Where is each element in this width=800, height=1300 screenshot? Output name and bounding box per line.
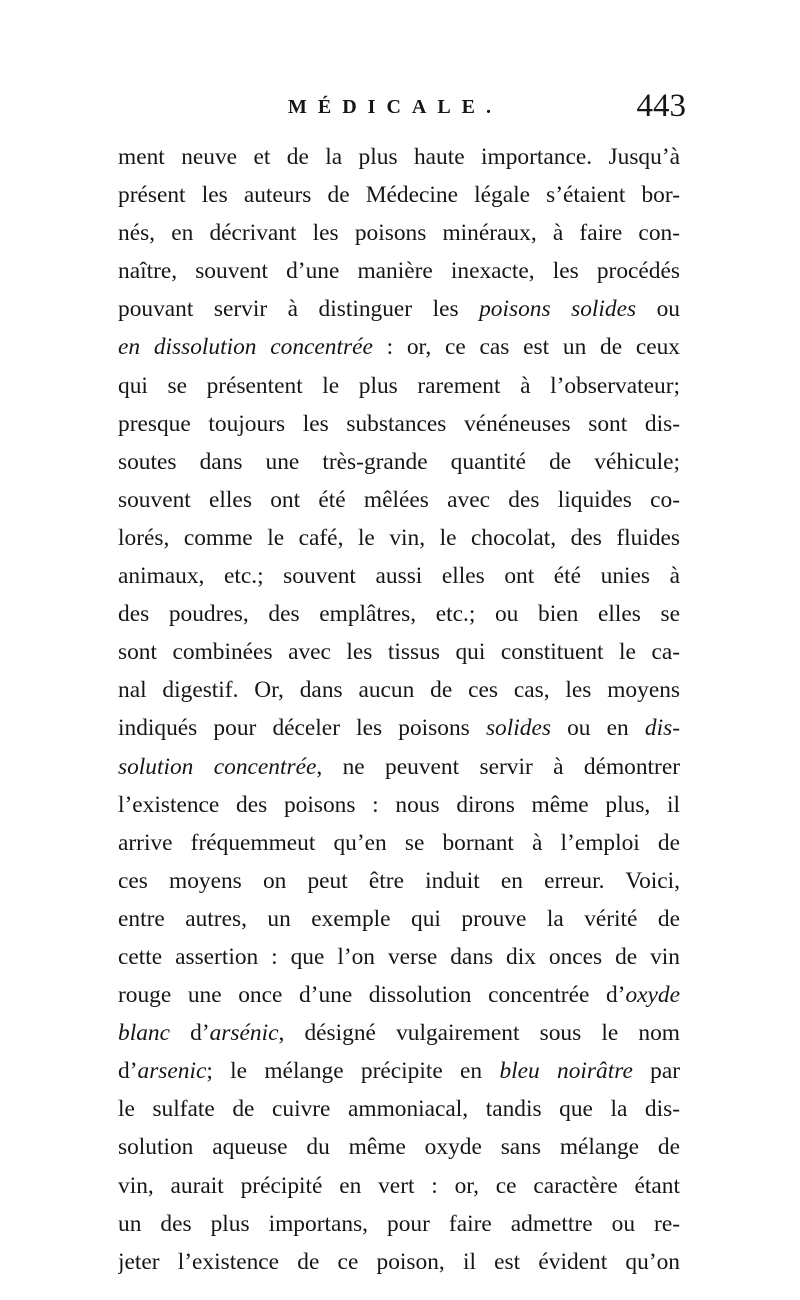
text-line: [118, 481, 680, 519]
text-line: [118, 138, 680, 176]
text-segment: cette assertion : que l’on verse dans dix onces de vin: [118, 943, 680, 970]
text-segment: animaux, etc.; souvent aussi elles ont été unies à: [118, 563, 680, 590]
text-segment: pouvant servir à distinguer les: [118, 296, 480, 323]
running-head: [118, 88, 688, 128]
text-segment: naître, souvent d’une manière inexacte, les procédés: [118, 258, 680, 285]
text-line: [118, 214, 680, 252]
text-segment: lorés, comme le café, le vin, le chocolat, des fluides: [118, 524, 680, 551]
italic-text: bleu noirâtre: [499, 1058, 633, 1085]
text-segment: ou: [636, 296, 680, 323]
text-segment: rouge une once d’une dissolution concentrée d’: [118, 982, 626, 1009]
text-segment: des poudres, des emplâtres, etc.; ou bien elles se: [118, 601, 680, 628]
text-segment: par: [632, 1058, 680, 1085]
text-line: [118, 748, 680, 786]
text-segment: nal digestif. Or, dans aucun de ces cas, les moyens: [118, 677, 680, 704]
text-segment: presque toujours les substances vénéneuses sont dis-: [118, 410, 680, 437]
body-text: [118, 138, 680, 1281]
text-line: [118, 367, 680, 405]
italic-text: arsénic: [209, 1020, 279, 1047]
text-segment: arrive fréquemmeut qu’en se bornant à l’emploi de: [118, 829, 680, 856]
text-segment: entre autres, un exemple qui prouve la vérité de: [118, 905, 680, 932]
text-segment: indiqués pour déceler les poisons: [118, 715, 486, 742]
italic-text: dis-: [644, 715, 680, 742]
text-line: [118, 252, 680, 290]
text-line: [118, 1205, 680, 1243]
text-line: [118, 1167, 680, 1205]
text-segment: solution aqueuse du même oxyde sans mélange de: [118, 1134, 680, 1161]
italic-text: blanc: [118, 1020, 170, 1047]
italic-text: solides: [485, 715, 551, 742]
italic-text: arsenic: [137, 1058, 207, 1085]
italic-text: solution concentrée: [118, 753, 317, 780]
text-line: [118, 824, 680, 862]
text-segment: un des plus importans, pour faire admettre ou re-: [118, 1210, 680, 1237]
text-segment: nés, en décrivant les poisons minéraux, à faire con-: [118, 220, 680, 247]
text-line: [118, 595, 680, 633]
text-line: [118, 1014, 680, 1052]
text-segment: , désigné vulgairement sous le nom: [278, 1020, 680, 1047]
text-segment: d’: [118, 1058, 138, 1085]
text-segment: l’existence des poisons : nous dirons même plus, il: [118, 791, 680, 818]
text-line: [118, 862, 680, 900]
running-title: MÉDICALE.: [288, 96, 503, 118]
text-segment: ou en: [550, 715, 645, 742]
text-line: [118, 1052, 680, 1090]
page-number: 443: [636, 88, 686, 124]
text-segment: soutes dans une très-grande quantité de véhicule;: [118, 448, 680, 475]
text-line: [118, 671, 680, 709]
text-segment: ; le mélange précipite en: [206, 1058, 500, 1085]
text-segment: : or, ce cas est un de ceux: [372, 334, 680, 361]
text-segment: , ne peuvent servir à démontrer: [316, 753, 680, 780]
text-segment: sont combinées avec les tissus qui constituent le ca-: [118, 639, 680, 666]
text-segment: jeter l’existence de ce poison, il est évident qu’on: [118, 1248, 680, 1275]
text-segment: ment neuve et de la plus haute importance. Jusqu’à: [118, 144, 680, 170]
text-line: [118, 1090, 680, 1128]
text-line: [118, 900, 680, 938]
text-line: [118, 557, 680, 595]
text-line: [118, 633, 680, 671]
text-line: [118, 1243, 680, 1281]
text-segment: ces moyens on peut être induit en erreur. Voici,: [118, 867, 680, 894]
text-segment: qui se présentent le plus rarement à l’observateur;: [118, 372, 680, 399]
text-line: [118, 176, 680, 214]
text-segment: présent les auteurs de Médecine légale s’étaient bor-: [118, 182, 680, 209]
text-line: [118, 1128, 680, 1166]
text-segment: d’: [169, 1020, 210, 1047]
text-line: [118, 290, 680, 328]
text-line: [118, 328, 680, 366]
italic-text: en dissolution concentrée: [118, 334, 373, 361]
text-line: [118, 709, 680, 747]
text-line: [118, 938, 680, 976]
text-segment: vin, aurait précipité en vert : or, ce caractère étant: [118, 1172, 680, 1199]
text-line: [118, 519, 680, 557]
italic-text: poisons solides: [479, 296, 637, 323]
text-segment: le sulfate de cuivre ammoniacal, tandis que la dis-: [118, 1096, 680, 1123]
text-line: [118, 786, 680, 824]
text-line: [118, 443, 680, 481]
italic-text: oxyde: [625, 982, 680, 1009]
text-segment: souvent elles ont été mêlées avec des liquides co-: [118, 486, 680, 513]
text-line: [118, 976, 680, 1014]
text-line: [118, 405, 680, 443]
